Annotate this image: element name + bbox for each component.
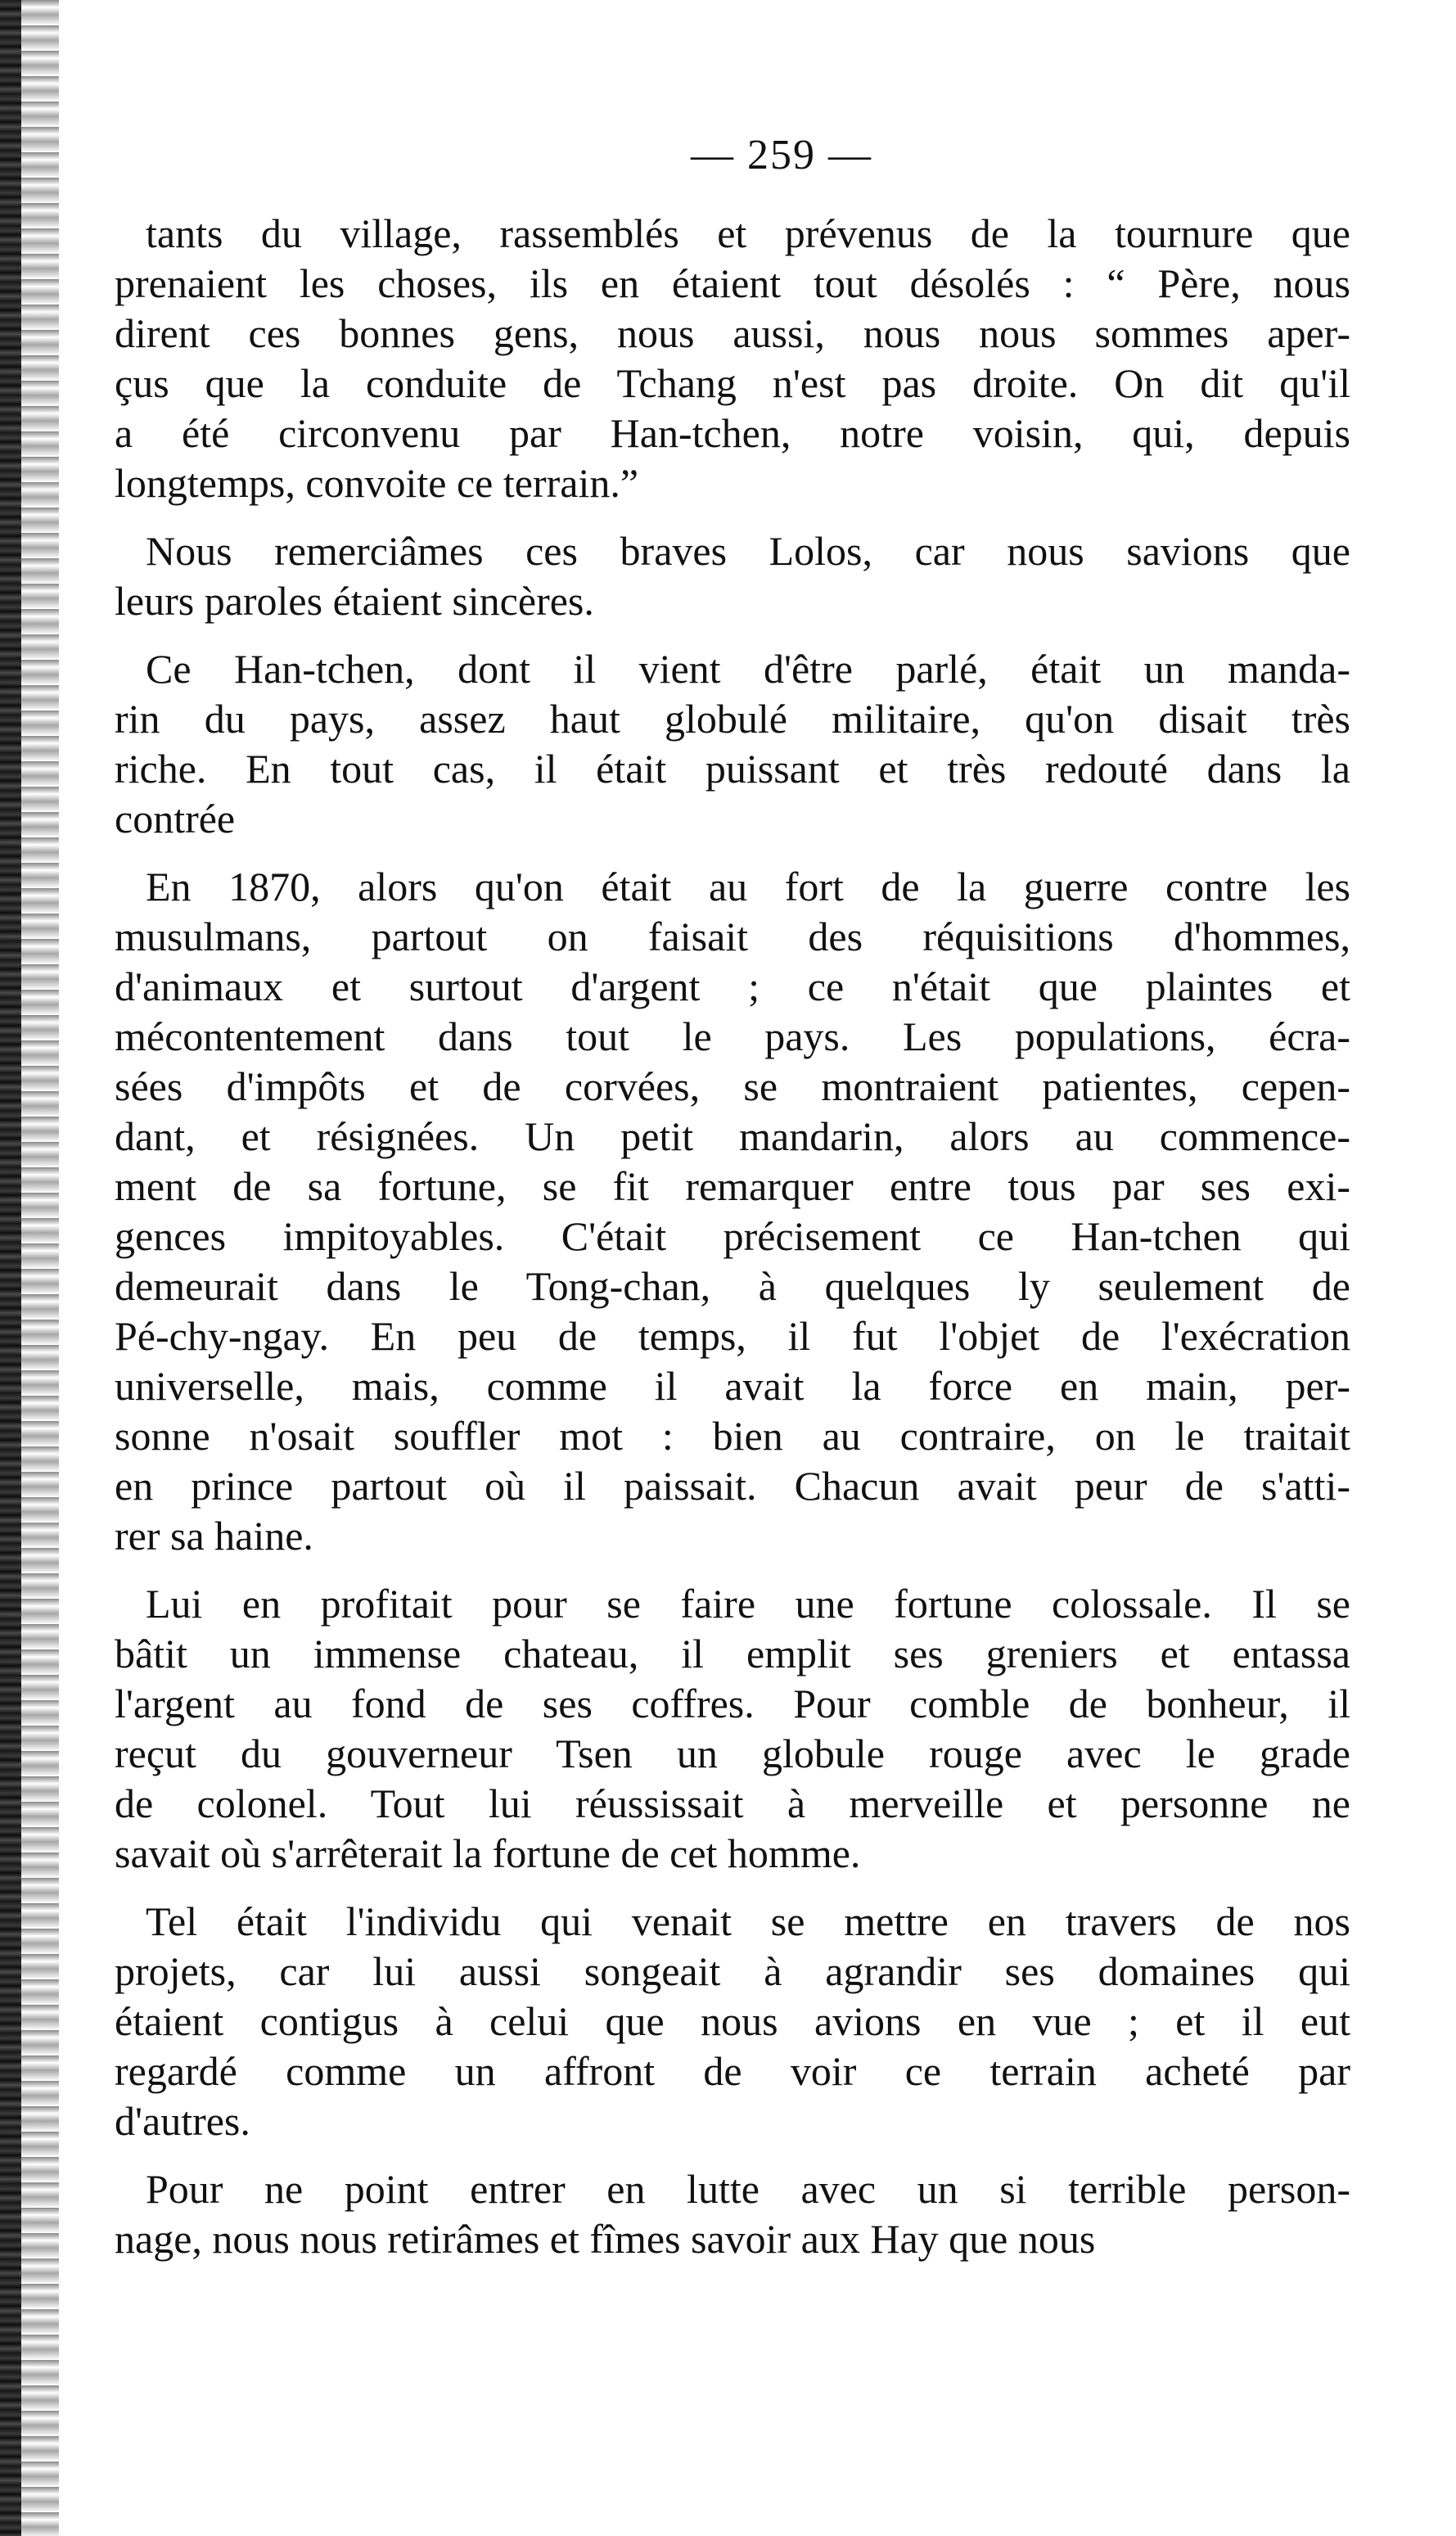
- text-line: Pé-chy-ngay. En peu de temps, il fut l'objet de l'exécration: [115, 1313, 1350, 1359]
- scanned-page-edge: [0, 0, 21, 2536]
- text-line: universelle, mais, comme il avait la force en main, per-: [115, 1363, 1350, 1409]
- text-line: prenaient les choses, ils en étaient tout désolés : “ Père, nous: [115, 260, 1350, 306]
- paragraph: [115, 644, 1350, 844]
- paragraph: [115, 526, 1350, 626]
- text-line: demeurait dans le Tong-chan, à quelques ly seulement de: [115, 1263, 1350, 1309]
- text-line: dant, et résignées. Un petit mandarin, alors au commence-: [115, 1113, 1350, 1159]
- page-body-text: [115, 209, 1350, 2264]
- text-line: Lui en profitait pour se faire une fortune colossale. Il se: [146, 1581, 1350, 1627]
- text-line: leurs paroles étaient sincères.: [115, 578, 594, 624]
- text-line: longtemps, convoite ce terrain.”: [115, 460, 639, 506]
- text-line: rer sa haine.: [115, 1513, 313, 1559]
- scanned-page-edge-shadow: [21, 0, 59, 2536]
- page-number: — 259 —: [691, 132, 872, 178]
- text-line: a été circonvenu par Han-tchen, notre voisin, qui, depuis: [115, 410, 1350, 456]
- text-line: d'animaux et surtout d'argent ; ce n'était que plaintes et: [115, 963, 1350, 1009]
- text-line: sées d'impôts et de corvées, se montraient patientes, cepen-: [115, 1063, 1350, 1109]
- paragraph: [115, 862, 1350, 1561]
- text-line: sonne n'osait souffler mot : bien au contraire, on le traitait: [115, 1413, 1350, 1459]
- book-page: [115, 131, 1350, 2282]
- text-line: de colonel. Tout lui réussissait à merveille et personne ne: [115, 1780, 1350, 1826]
- text-line: reçut du gouverneur Tsen un globule rouge avec le grade: [115, 1731, 1350, 1776]
- text-line: savait où s'arrêterait la fortune de cet homme.: [115, 1830, 861, 1876]
- text-line: dirent ces bonnes gens, nous aussi, nous nous sommes aper-: [115, 310, 1350, 356]
- text-line: riche. En tout cas, il était puissant et très redouté dans la: [115, 746, 1350, 792]
- text-line: regardé comme un affront de voir ce terrain acheté par: [115, 2048, 1350, 2094]
- text-line: contrée: [115, 796, 236, 842]
- text-line: tants du village, rassemblés et prévenus de la tournure que: [146, 210, 1350, 256]
- text-line: projets, car lui aussi songeait à agrandir ses domaines qui: [115, 1948, 1350, 1994]
- paragraph: [115, 209, 1350, 508]
- text-line: l'argent au fond de ses coffres. Pour comble de bonheur, il: [115, 1681, 1350, 1726]
- text-line: ment de sa fortune, se fit remarquer entre tous par ses exi-: [115, 1163, 1350, 1209]
- text-line: musulmans, partout on faisait des réquisitions d'hommes,: [115, 914, 1350, 959]
- text-line: çus que la conduite de Tchang n'est pas droite. On dit qu'il: [115, 360, 1350, 406]
- paragraph: [115, 1897, 1350, 2146]
- text-line: mécontentement dans tout le pays. Les populations, écra-: [115, 1013, 1350, 1059]
- text-line: En 1870, alors qu'on était au fort de la guerre contre les: [146, 864, 1350, 909]
- text-line: d'autres.: [115, 2098, 250, 2144]
- text-line: étaient contigus à celui que nous avions en vue ; et il eut: [115, 1998, 1350, 2044]
- text-line: en prince partout où il paissait. Chacun avait peur de s'atti-: [115, 1463, 1350, 1509]
- text-line: rin du pays, assez haut globulé militaire, qu'on disait très: [115, 696, 1350, 742]
- text-line: gences impitoyables. C'était précisement ce Han-tchen qui: [115, 1213, 1350, 1259]
- text-line: nage, nous nous retirâmes et fîmes savoir aux Hay que nous: [115, 2216, 1096, 2262]
- paragraph: [115, 1579, 1350, 1879]
- text-line: Tel était l'individu qui venait se mettre en travers de nos: [146, 1898, 1350, 1944]
- text-line: Nous remerciâmes ces braves Lolos, car nous savions que: [146, 528, 1350, 574]
- text-line: Ce Han-tchen, dont il vient d'être parlé, était un manda-: [146, 646, 1350, 692]
- paragraph: [115, 2164, 1350, 2264]
- text-line: Pour ne point entrer en lutte avec un si terrible person-: [146, 2166, 1350, 2212]
- text-line: bâtit un immense chateau, il emplit ses greniers et entassa: [115, 1631, 1350, 1676]
